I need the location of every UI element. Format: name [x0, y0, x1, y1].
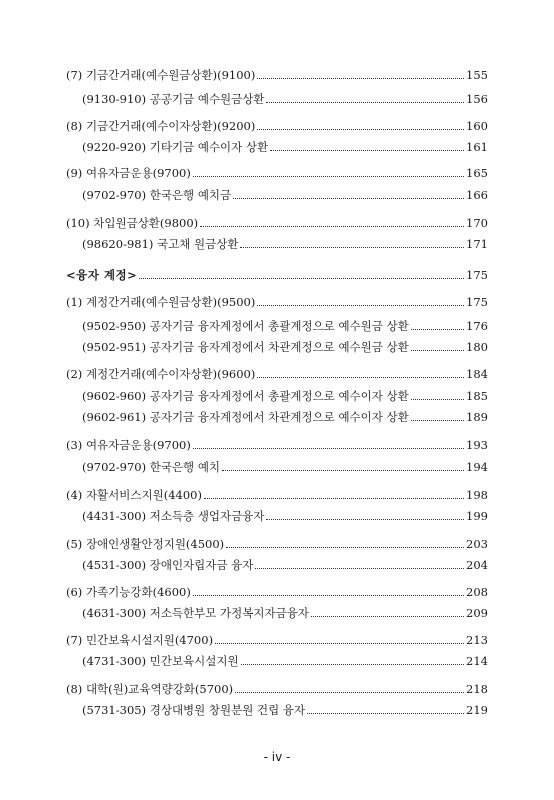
toc-entry-page: 219 — [466, 703, 488, 717]
dot-leader — [257, 129, 464, 130]
dot-leader — [257, 377, 464, 378]
toc-entry-page: 175 — [466, 268, 488, 282]
toc-entry-title: (4631-300) 저소득한부모 가정복지자금융자 — [82, 606, 309, 620]
toc-entry-title: (10) 차입원금상환(9800) — [66, 216, 199, 230]
dot-leader — [411, 420, 464, 421]
toc-entry-page: 198 — [466, 488, 488, 502]
toc-entry-page: 184 — [466, 367, 488, 381]
toc-entry-page: 161 — [466, 140, 488, 154]
toc-entry-page: 170 — [466, 216, 488, 230]
toc-entry[interactable] — [0, 365, 554, 383]
dot-leader — [270, 150, 464, 151]
toc-entry[interactable] — [0, 387, 554, 405]
dot-leader — [139, 278, 464, 279]
dot-leader — [226, 547, 464, 548]
toc-entry-title: (3) 여유자금운용(9700) — [66, 438, 191, 452]
toc-entry-page: 194 — [466, 460, 488, 474]
dot-leader — [204, 498, 464, 499]
toc-entry[interactable] — [0, 652, 554, 670]
toc-entry[interactable] — [0, 583, 554, 601]
toc-entry-page: 203 — [466, 537, 488, 551]
toc-entry[interactable] — [0, 408, 554, 426]
toc-entry[interactable] — [0, 214, 554, 232]
toc-entry-title: (7) 기금간거래(예수원금상환)(9100) — [66, 68, 256, 82]
toc-entry-page: 185 — [466, 389, 488, 403]
toc-entry-title: (6) 가족기능강화(4600) — [66, 585, 191, 599]
toc-entry-page: 175 — [466, 295, 488, 309]
dot-leader — [411, 399, 464, 400]
toc-entry-title: (5) 장애인생활안정지원(4500) — [66, 537, 225, 551]
toc-entry-title: (9702-970) 한국은행 예치금 — [82, 188, 232, 202]
toc-entry-page: 155 — [466, 68, 488, 82]
toc-entry[interactable] — [0, 338, 554, 356]
toc-entry[interactable] — [0, 66, 554, 84]
toc-entry-title: (1) 계정간거래(예수원금상환)(9500) — [66, 295, 256, 309]
toc-entry-page: 218 — [466, 682, 488, 696]
toc-entry[interactable] — [0, 117, 554, 135]
toc-entry[interactable] — [0, 680, 554, 698]
toc-entry-page: 199 — [466, 509, 488, 523]
dot-leader — [193, 448, 464, 449]
toc-entry-page: 189 — [466, 410, 488, 424]
dot-leader — [193, 176, 464, 177]
toc-entry-title: (2) 계정간거래(예수이자상환)(9600) — [66, 367, 256, 381]
toc-entry-page: 160 — [466, 119, 488, 133]
toc-entry-page: 193 — [466, 438, 488, 452]
dot-leader — [233, 198, 464, 199]
dot-leader — [215, 643, 464, 644]
toc-entry-page: 165 — [466, 166, 488, 180]
toc-entry[interactable] — [0, 138, 554, 156]
toc-entry-page: 176 — [466, 319, 488, 333]
toc-entry-title: (9702-970) 한국은행 예치 — [82, 460, 221, 474]
toc-entry-title: (7) 민간보육시설지원(4700) — [66, 633, 214, 647]
toc-entry-page: 208 — [466, 585, 488, 599]
dot-leader — [193, 595, 464, 596]
toc-section-heading[interactable] — [0, 266, 554, 284]
dot-leader — [311, 616, 464, 617]
dot-leader — [241, 664, 464, 665]
toc-entry[interactable] — [0, 317, 554, 335]
toc-entry-title: (8) 대학(원)교육역량강화(5700) — [66, 682, 234, 696]
toc-entry[interactable] — [0, 507, 554, 525]
dot-leader — [266, 102, 464, 103]
toc-entry[interactable] — [0, 486, 554, 504]
toc-entry-title: (9602-960) 공자기금 융자계정에서 총괄계정으로 예수이자 상환 — [82, 389, 409, 403]
toc-entry[interactable] — [0, 293, 554, 311]
toc-entry-title: (9602-961) 공자기금 융자계정에서 차관계정으로 예수이자 상환 — [82, 410, 409, 424]
toc-entry[interactable] — [0, 556, 554, 574]
dot-leader — [266, 519, 464, 520]
toc-entry[interactable] — [0, 436, 554, 454]
toc-entry-title: (4531-300) 장애인자립자금 융자 — [82, 558, 254, 572]
toc-entry-title: (4731-300) 민간보육시설지원 — [82, 654, 239, 668]
toc-entry-title: (4) 자활서비스지원(4400) — [66, 488, 202, 502]
toc-entry[interactable] — [0, 631, 554, 649]
dot-leader — [235, 692, 464, 693]
toc-entry-title: (98620-981) 국고채 원금상환 — [82, 237, 239, 251]
toc-entry[interactable] — [0, 701, 554, 719]
toc-entry-page: 204 — [466, 558, 488, 572]
toc-entry[interactable] — [0, 164, 554, 182]
toc-entry-title: (9130-910) 공공기금 예수원금상환 — [82, 92, 265, 106]
toc-entry-title: (9220-920) 기타기금 예수이자 상환 — [82, 140, 269, 154]
toc-entry-page: 214 — [466, 654, 488, 668]
toc-entry-page: 209 — [466, 606, 488, 620]
dot-leader — [255, 568, 464, 569]
toc-entry[interactable] — [0, 235, 554, 253]
toc-entry-page: 180 — [466, 340, 488, 354]
toc-entry[interactable] — [0, 604, 554, 622]
dot-leader — [411, 329, 464, 330]
toc-entry-title: (8) 기금간거래(예수이자상환)(9200) — [66, 119, 256, 133]
dot-leader — [257, 78, 464, 79]
dot-leader — [411, 350, 464, 351]
toc-entry-title: (9502-951) 공자기금 융자계정에서 차관계정으로 예수원금 상환 — [82, 340, 409, 354]
dot-leader — [257, 305, 464, 306]
toc-entry-page: 156 — [466, 92, 488, 106]
dot-leader — [200, 226, 464, 227]
toc-entry[interactable] — [0, 90, 554, 108]
toc-entry-page: 213 — [466, 633, 488, 647]
toc-entry[interactable] — [0, 535, 554, 553]
toc-entry[interactable] — [0, 458, 554, 476]
toc-entry-page: 166 — [466, 188, 488, 202]
dot-leader — [240, 247, 464, 248]
toc-entry-title: (4431-300) 저소득층 생업자금융자 — [82, 509, 265, 523]
dot-leader — [307, 713, 464, 714]
toc-entry-page: 171 — [466, 237, 488, 251]
toc-entry-title: (9) 여유자금운용(9700) — [66, 166, 191, 180]
page-number: - iv - — [263, 750, 291, 764]
toc-entry[interactable] — [0, 186, 554, 204]
dot-leader — [222, 470, 464, 471]
toc-entry-title: (5731-305) 경상대병원 창원분원 건립 융자 — [82, 703, 306, 717]
toc-entry-title: <융자 계정> — [66, 268, 138, 282]
toc-entry-title: (9502-950) 공자기금 융자계정에서 총괄계정으로 예수원금 상환 — [82, 319, 409, 333]
